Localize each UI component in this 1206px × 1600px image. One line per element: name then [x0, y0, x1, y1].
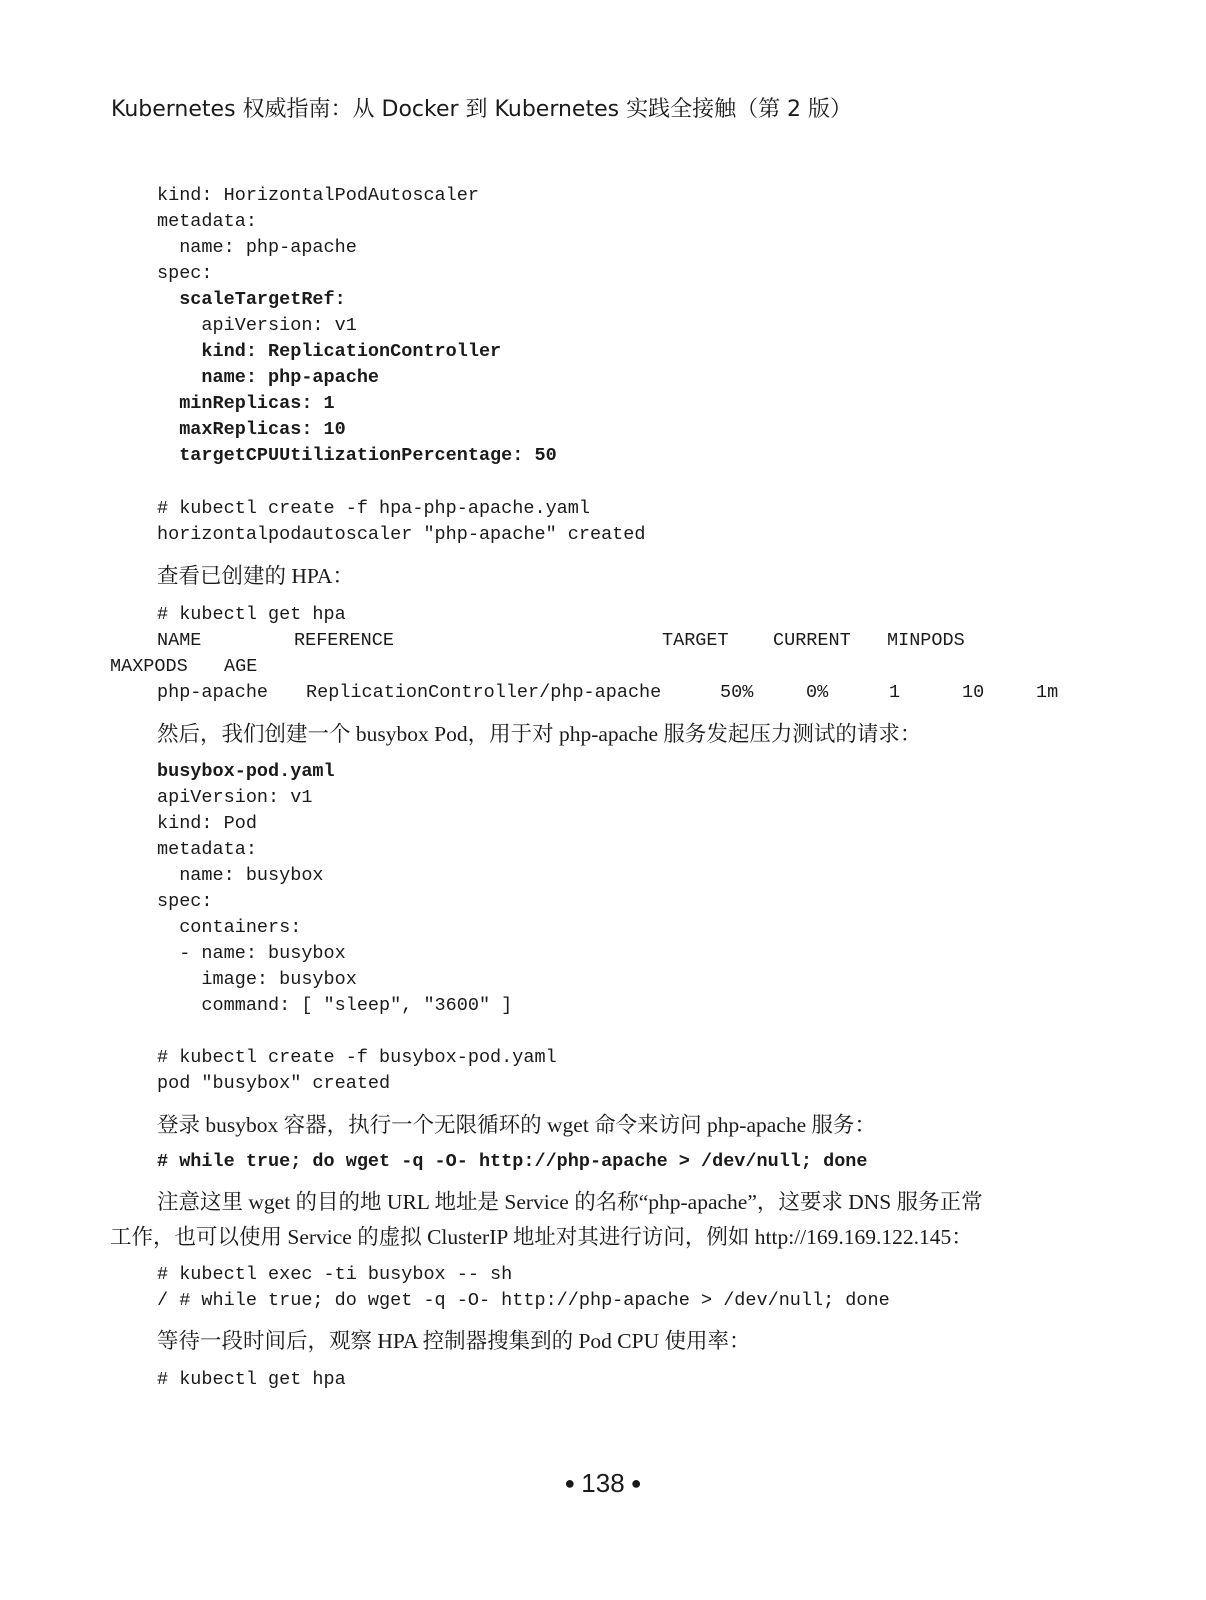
- table-cell: 1: [889, 682, 901, 703]
- table-header: AGE: [224, 656, 258, 677]
- table-cell: 0%: [806, 682, 829, 703]
- paragraph: 注意这里 wget 的目的地 URL 地址是 Service 的名称“php-apache”，这要求 DNS 服务正常: [157, 1190, 983, 1214]
- page-footer: [0, 1468, 1206, 1499]
- code-line: name: php-apache: [157, 237, 357, 258]
- bullet-icon: ●: [564, 1473, 576, 1493]
- code-line: command: [ "sleep", "3600" ]: [157, 995, 513, 1016]
- code-line: name: busybox: [157, 865, 324, 886]
- table-cell: 50%: [720, 682, 754, 703]
- paragraph: 然后，我们创建一个 busybox Pod，用于对 php-apache 服务发起压力测试的请求：: [157, 722, 922, 746]
- code-line: containers:: [157, 917, 302, 938]
- command-line: # kubectl exec -ti busybox -- sh: [157, 1264, 513, 1285]
- bullet-icon: ●: [630, 1473, 642, 1493]
- code-line: - name: busybox: [157, 943, 346, 964]
- paragraph: 等待一段时间后，观察 HPA 控制器搜集到的 Pod CPU 使用率：: [157, 1329, 751, 1353]
- table-header: NAME: [157, 630, 202, 651]
- command-line-bold: # while true; do wget -q -O- http://php-apache > /dev/null; done: [157, 1151, 868, 1172]
- code-line-bold: name: php-apache: [157, 367, 380, 388]
- code-line-bold: targetCPUUtilizationPercentage: 50: [157, 445, 557, 466]
- code-line: spec:: [157, 891, 213, 912]
- paragraph: 查看已创建的 HPA：: [157, 564, 354, 588]
- table-header: MINPODS: [887, 630, 965, 651]
- code-line: kind: Pod: [157, 813, 257, 834]
- command-line: # kubectl get hpa: [157, 604, 346, 625]
- command-line: / # while true; do wget -q -O- http://php-apache > /dev/null; done: [157, 1290, 890, 1311]
- paragraph: 工作，也可以使用 Service 的虚拟 ClusterIP 地址对其进行访问，例如 http://169.169.122.145：: [110, 1225, 973, 1249]
- code-line-bold: minReplicas: 1: [157, 393, 335, 414]
- code-line: kind: HorizontalPodAutoscaler: [157, 185, 479, 206]
- code-line-bold: scaleTargetRef:: [157, 289, 346, 310]
- code-line: apiVersion: v1: [157, 315, 357, 336]
- table-header: REFERENCE: [294, 630, 394, 651]
- page-number: 138: [581, 1468, 625, 1498]
- command-line: # kubectl get hpa: [157, 1369, 346, 1390]
- output-line: pod "busybox" created: [157, 1073, 391, 1094]
- command-line: # kubectl create -f busybox-pod.yaml: [157, 1047, 557, 1068]
- command-line: # kubectl create -f hpa-php-apache.yaml: [157, 498, 590, 519]
- table-cell: 10: [962, 682, 985, 703]
- code-line: apiVersion: v1: [157, 787, 313, 808]
- table-header: MAXPODS: [110, 656, 188, 677]
- code-line: metadata:: [157, 839, 257, 860]
- code-line: metadata:: [157, 211, 257, 232]
- code-line: image: busybox: [157, 969, 357, 990]
- table-cell: php-apache: [157, 682, 269, 703]
- code-line-bold: maxReplicas: 10: [157, 419, 346, 440]
- code-line-bold: kind: ReplicationController: [157, 341, 502, 362]
- code-line: spec:: [157, 263, 213, 284]
- table-header: TARGET: [662, 630, 729, 651]
- output-line: horizontalpodautoscaler "php-apache" created: [157, 524, 646, 545]
- table-cell: 1m: [1036, 682, 1059, 703]
- running-header: Kubernetes 权威指南：从 Docker 到 Kubernetes 实践全接触（第 2 版）: [111, 97, 853, 122]
- table-header: CURRENT: [773, 630, 851, 651]
- file-name: busybox-pod.yaml: [157, 761, 335, 782]
- table-cell: ReplicationController/php-apache: [306, 682, 662, 703]
- paragraph: 登录 busybox 容器，执行一个无限循环的 wget 命令来访问 php-apache 服务：: [157, 1113, 876, 1137]
